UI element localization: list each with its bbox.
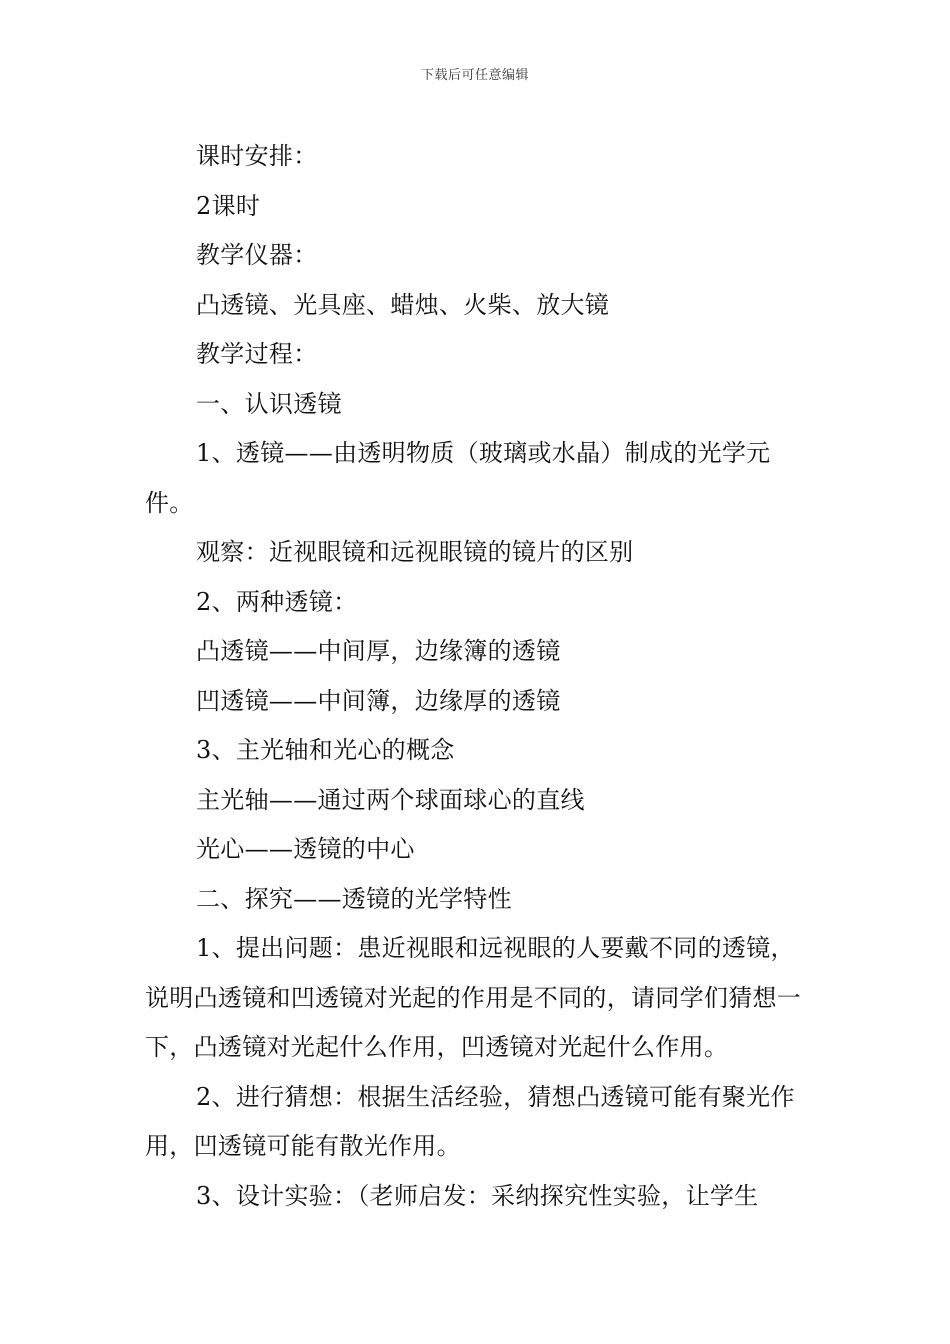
paragraph-concave-lens: 凹透镜——中间簿，边缘厚的透镜	[196, 686, 561, 715]
paragraph-equipment-heading: 教学仪器：	[196, 241, 318, 269]
paragraph-convex-lens: 凸透镜——中间厚，边缘簿的透镜	[196, 637, 561, 665]
paragraph-lens-definition: 1、透镜——由透明物质（玻璃或水晶）制成的光学元件。	[145, 439, 771, 517]
paragraph-section-one: 一、认识透镜	[196, 389, 342, 418]
paragraph-principal-axis: 主光轴——通过两个球面球心的直线	[196, 785, 585, 814]
paragraph-observation: 观察：近视眼镜和远视眼镜的镜片的区别	[196, 538, 634, 566]
paragraph-process-heading: 教学过程：	[196, 340, 318, 368]
document-body	[145, 132, 810, 1221]
paragraph-axis-concept: 3、主光轴和光心的概念	[196, 736, 455, 764]
paragraph-optical-center: 光心——透镜的中心	[196, 835, 415, 863]
paragraph-experiment-design: 3、设计实验：（老师启发：采纳探究性实验，让学生	[196, 1181, 759, 1210]
paragraph-schedule-value: 2课时	[196, 191, 261, 220]
page-header: 下载后可任意编辑	[420, 68, 529, 83]
paragraph-schedule-heading: 课时安排：	[196, 142, 318, 170]
paragraph-two-lens-types: 2、两种透镜：	[196, 587, 358, 616]
paragraph-hypothesis: 2、进行猜想：根据生活经验，猜想凸透镜可能有聚光作用，凹透镜可能有散光作用。	[145, 1082, 795, 1160]
paragraph-question: 1、提出问题：患近视眼和远视眼的人要戴不同的透镜，说明凸透镜和凹透镜对光起的作用是不同的，请同学们猜想一下，凸透镜对光起什么作用，凹透镜对光起什么作用。	[145, 934, 802, 1061]
paragraph-equipment-list: 凸透镜、光具座、蜡烛、火柴、放大镜	[196, 290, 610, 319]
paragraph-section-two: 二、探究——透镜的光学特性	[196, 884, 512, 913]
